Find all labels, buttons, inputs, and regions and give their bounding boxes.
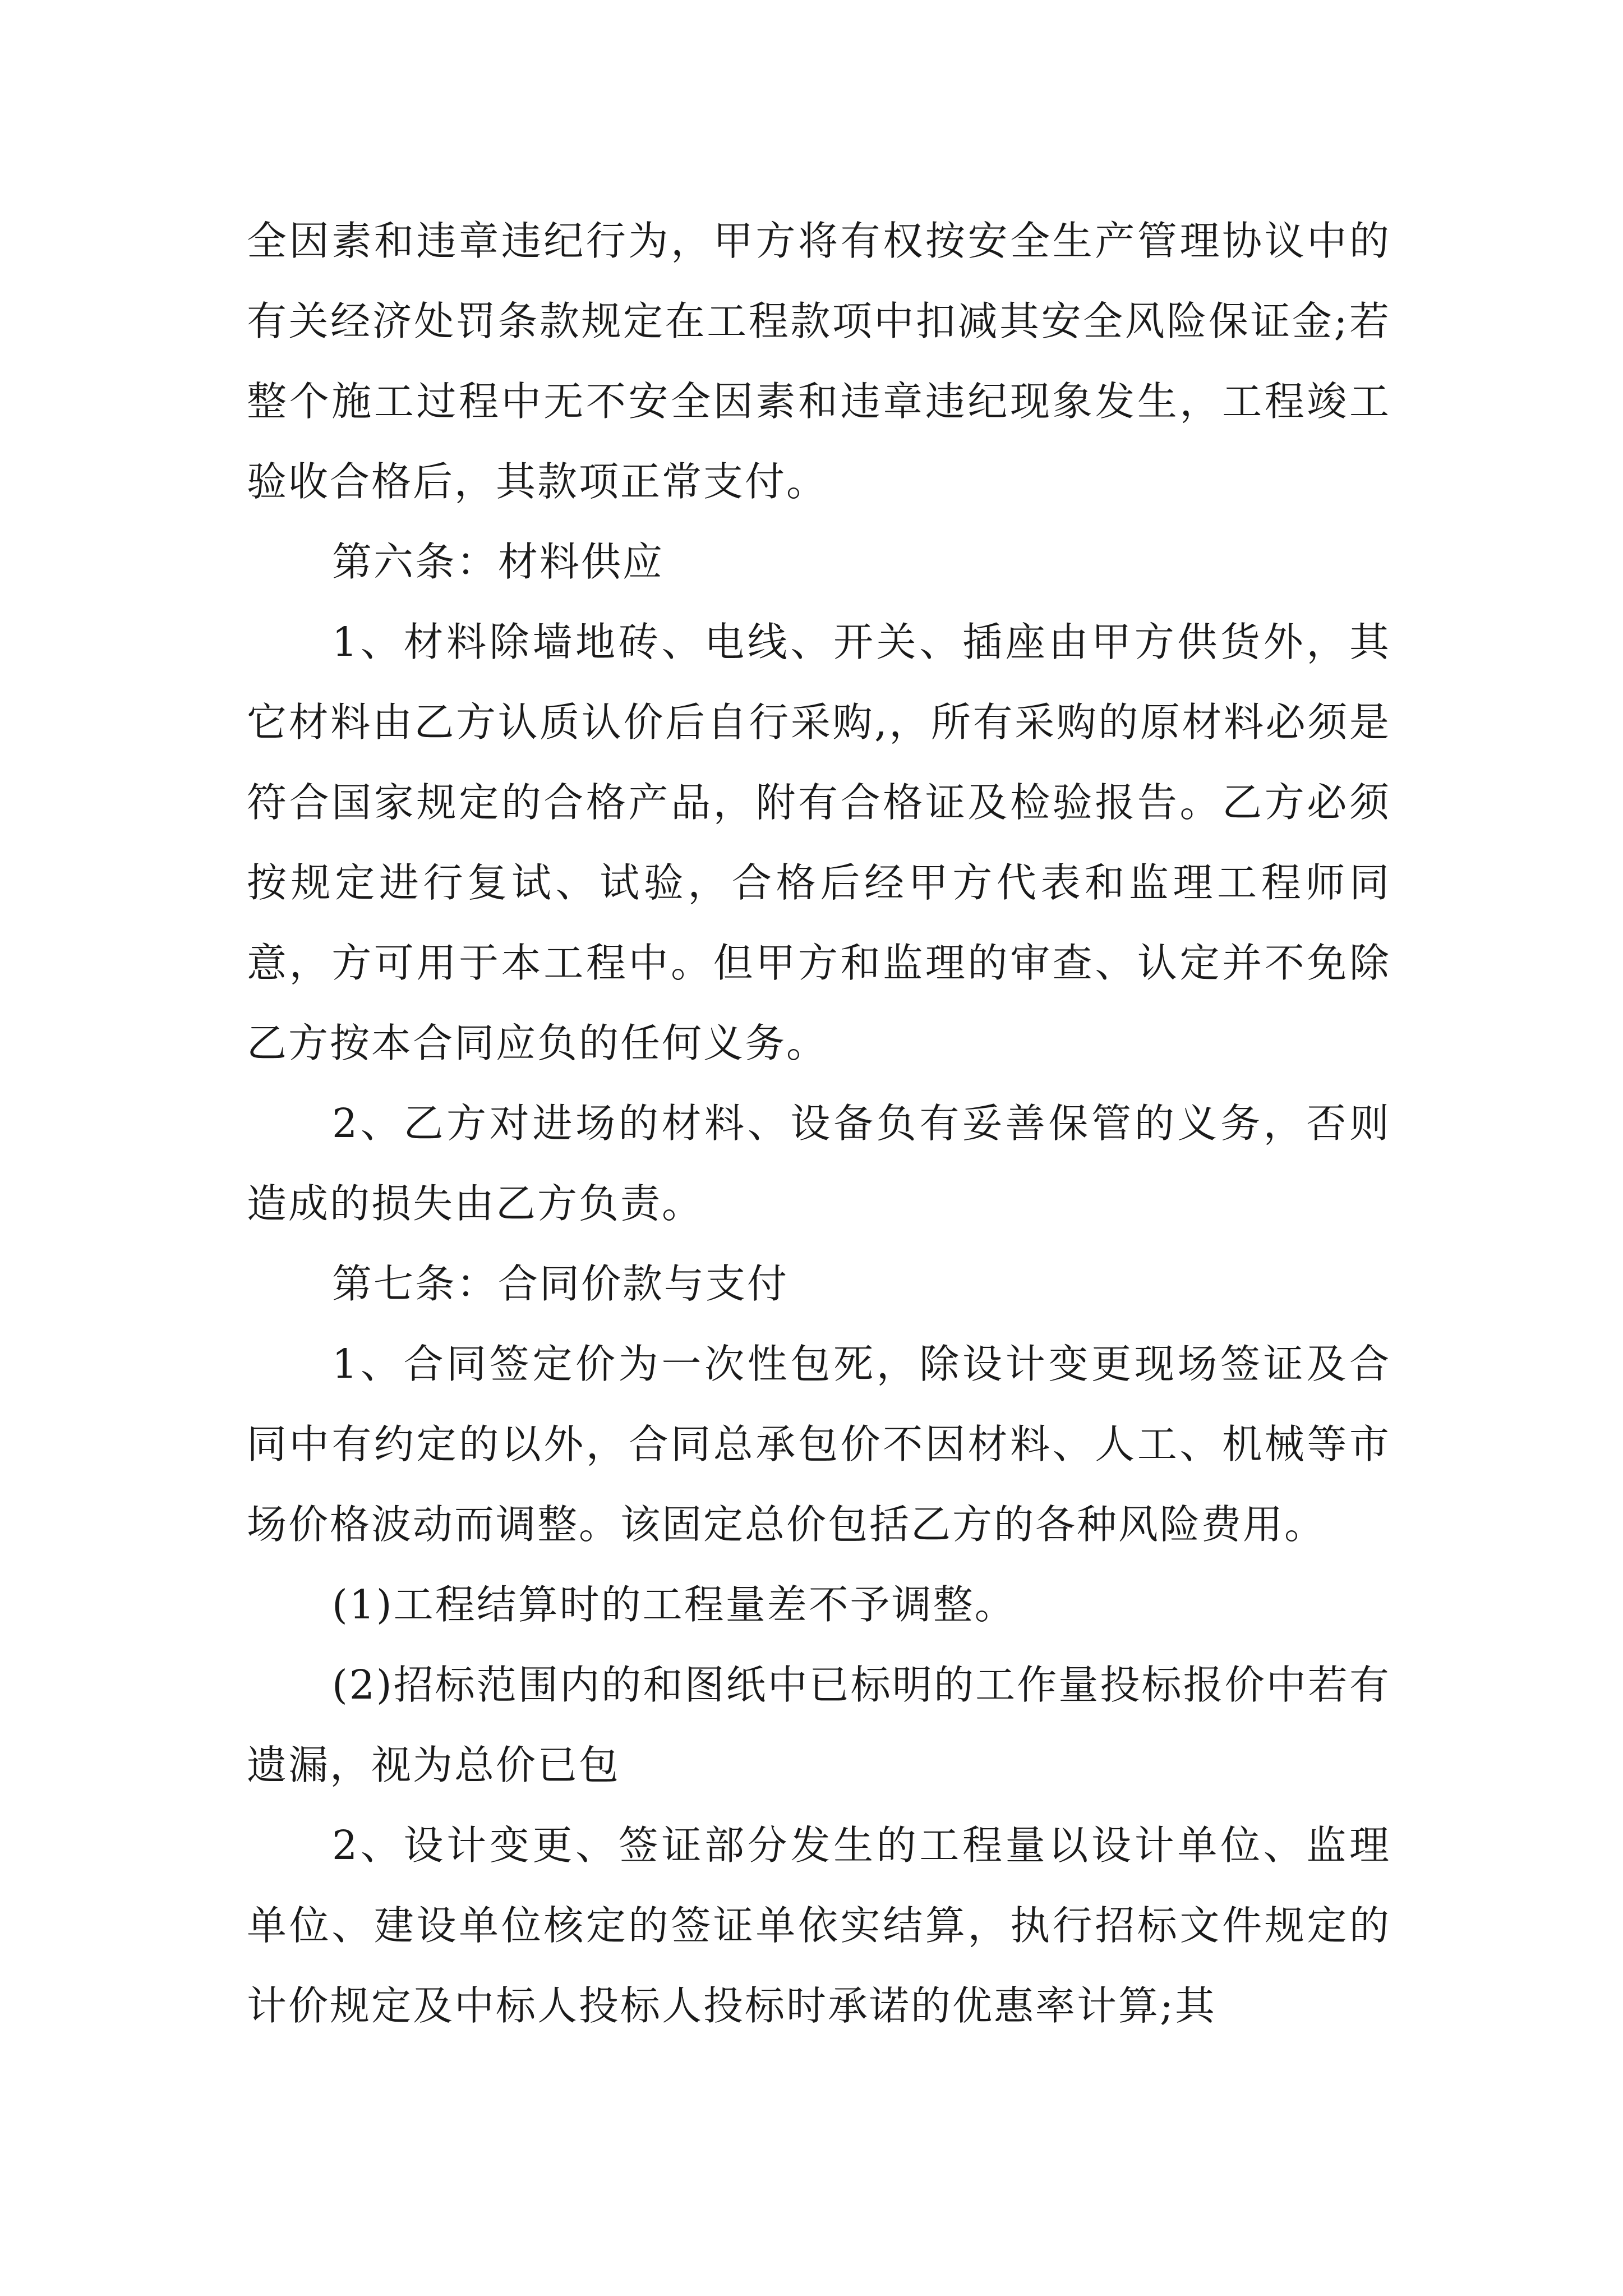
paragraph-item-2: (2)招标范围内的和图纸中已标明的工作量投标报价中若有遗漏，视为总价已包	[247, 1662, 1391, 1788]
paragraph-contract-price: 1、合同签定价为一次性包死，除设计变更现场签证及合同中有约定的以外，合同总承包价不因材料、人工、机械等市场价格波动而调整。该固定总价包括乙方的各种风险费用。	[247, 1341, 1391, 1548]
paragraph-safety-deposit: 全因素和违章违纪行为，甲方将有权按安全生产管理协议中的有关经济处罚条款规定在工程款项中扣减其安全风险保证金;若整个施工过程中无不安全因素和违章违纪现象发生，工程竣工验收合格后，其款项正常支付。	[247, 218, 1391, 505]
paragraph-item-1: (1)工程结算时的工程量差不予调整。	[332, 1581, 1016, 1628]
document-body	[247, 201, 1391, 2046]
paragraph-material-storage: 2、乙方对进场的材料、设备负有妥善保管的义务，否则造成的损失由乙方负责。	[247, 1100, 1391, 1227]
paragraph-material-procurement: 1、材料除墙地砖、电线、开关、插座由甲方供货外，其它材料由乙方认质认价后自行采购,，所有采购的原材料必须是符合国家规定的合格产品，附有合格证及检验报告。乙方必须按规定进行复试、试验，合格后经甲方代表和监理工程师同意，方可用于本工程中。但甲方和监理的审查、认定并不免除乙方按本合同应负的任何义务。	[247, 619, 1391, 1066]
heading-article-6: 第六条：材料供应	[332, 539, 665, 585]
paragraph-design-change: 2、设计变更、签证部分发生的工程量以设计单位、监理单位、建设单位核定的签证单依实结算，执行招标文件规定的计价规定及中标人投标人投标时承诺的优惠率计算;其	[247, 1822, 1391, 2029]
heading-article-7: 第七条：合同价款与支付	[332, 1260, 789, 1307]
